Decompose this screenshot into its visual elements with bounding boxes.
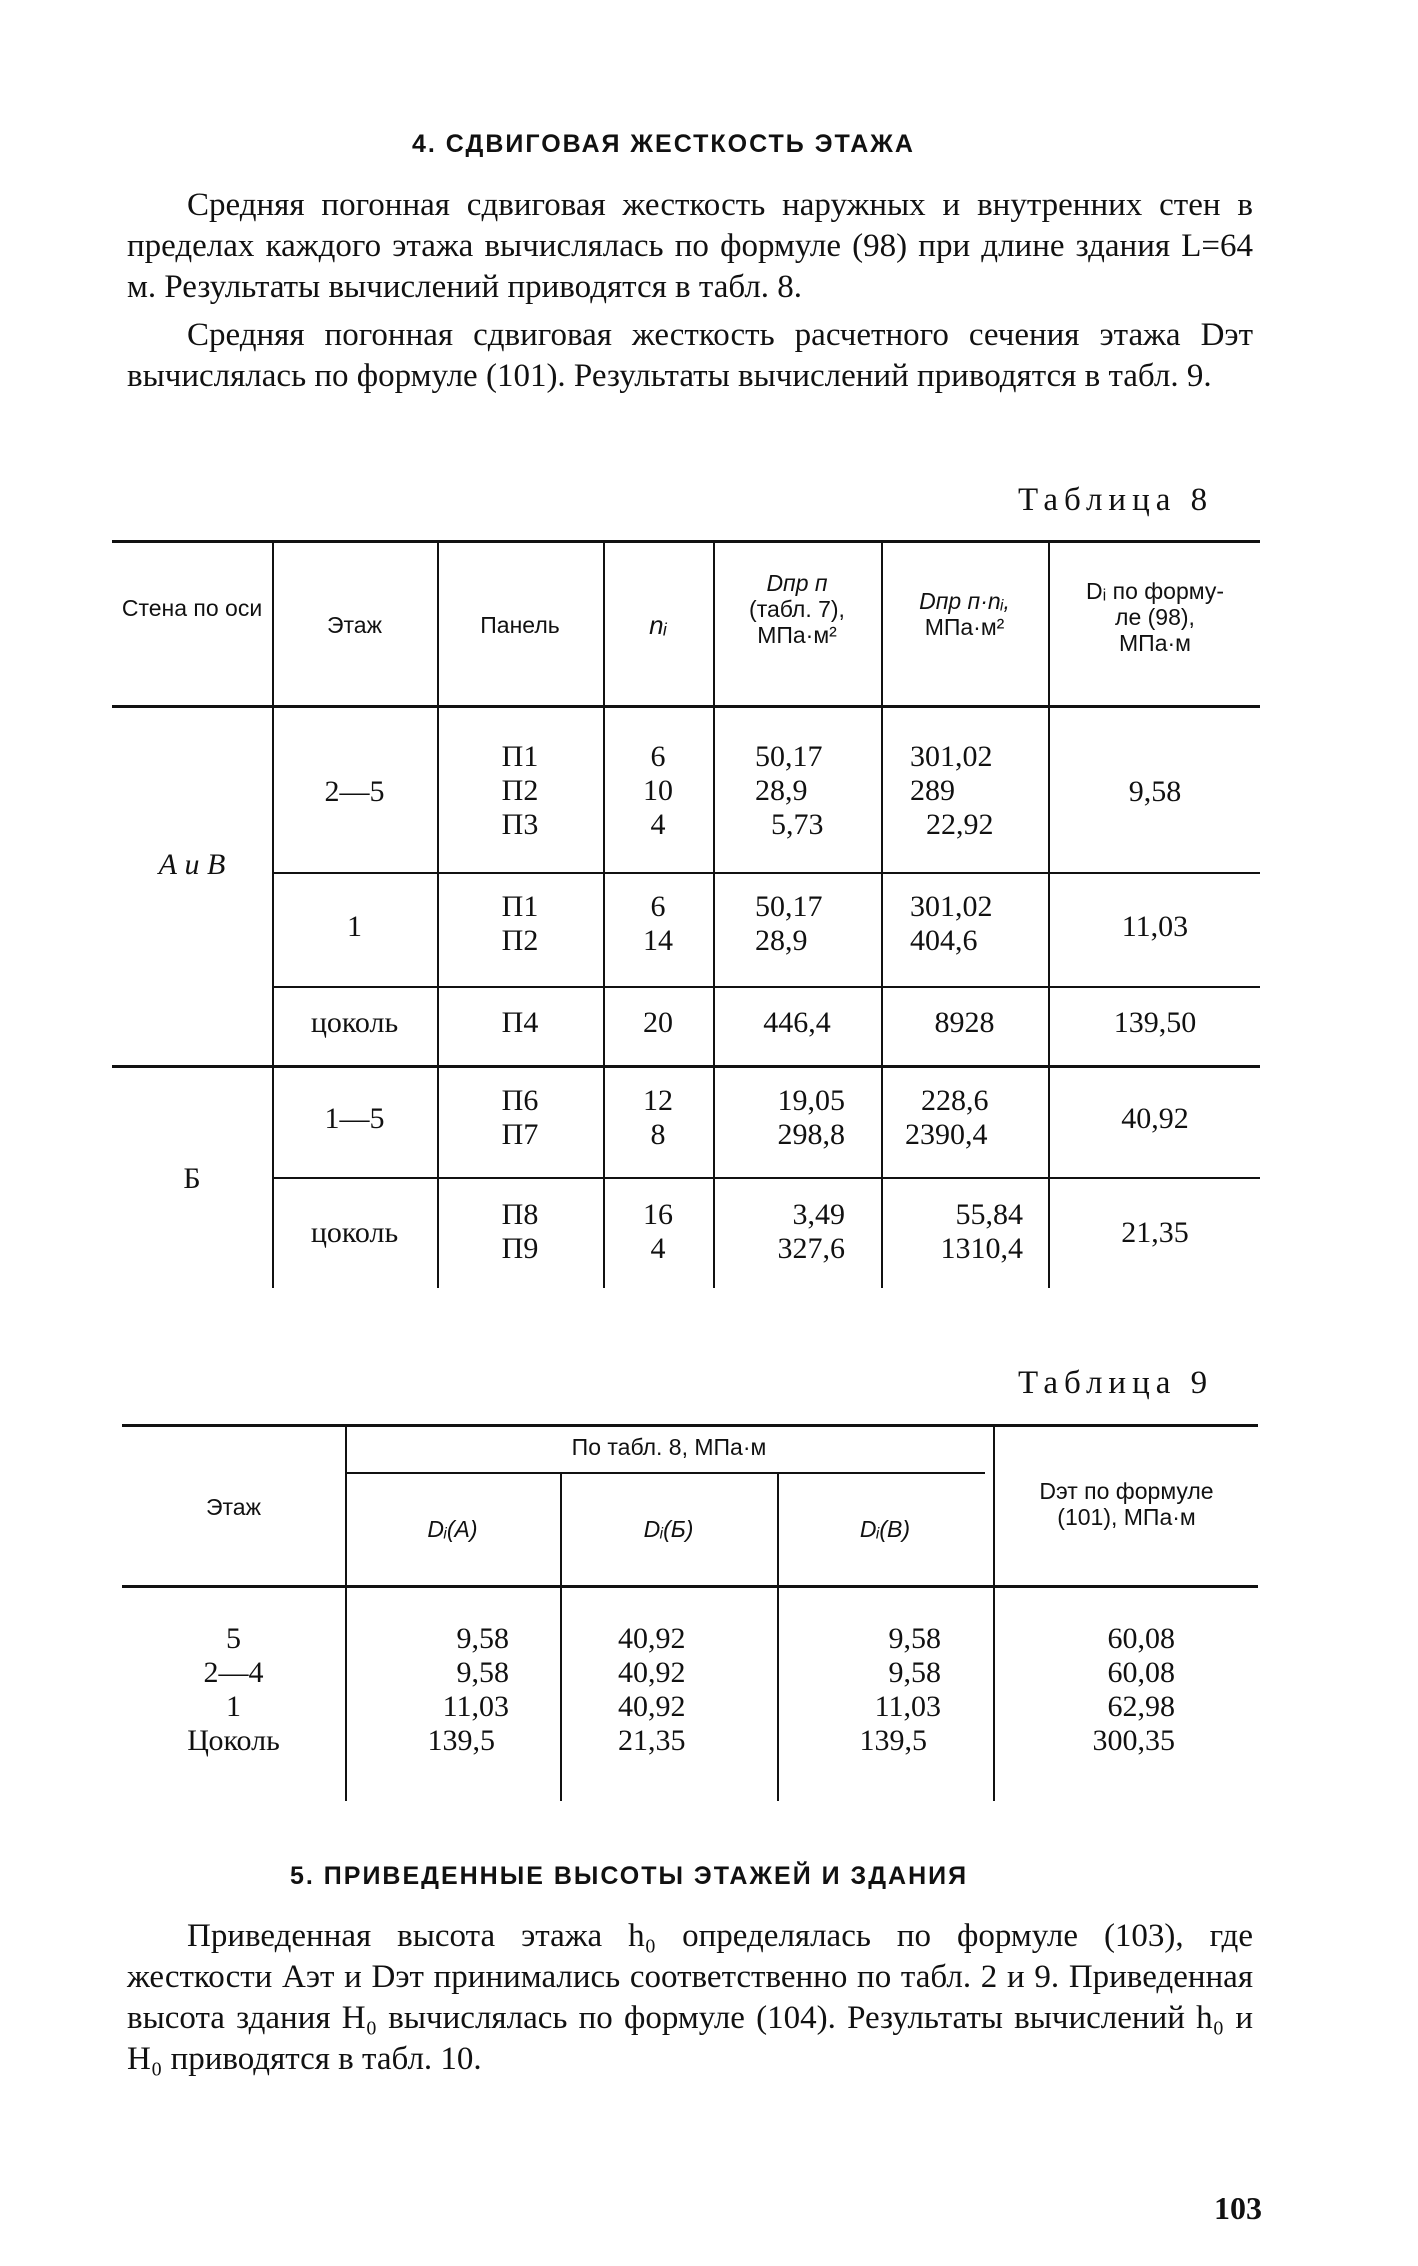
table-8-row-rule	[272, 986, 1260, 988]
table-8-n-values: 6 14	[643, 890, 673, 957]
table-8-col-rule	[881, 542, 883, 1288]
table-9-top-rule	[122, 1424, 1258, 1427]
table-8-header-rule	[112, 705, 1260, 708]
table-9-dv-column: 9,58 9,58 11,03 139,5	[859, 1622, 941, 1757]
table-8-header-wall: Стена по оси	[121, 595, 263, 621]
table-8-dpr-values: 50,17 28,9	[755, 890, 823, 957]
table-9-det-column: 60,08 60,08 62,98 300,35	[1092, 1622, 1175, 1757]
table-9-header-det: Dэт по формуле (101), МПа·м	[1039, 1478, 1214, 1530]
table-8-caption: Таблица 8	[1018, 482, 1214, 518]
table-8-di-value: 21,35	[1121, 1216, 1189, 1249]
table-9-floor-column: 5 2—4 1 Цоколь	[187, 1622, 280, 1757]
table-8-dprn-values: 301,02 289 22,92	[910, 740, 994, 841]
table-8-top-rule	[112, 540, 1260, 543]
table-9-group-rule	[345, 1472, 985, 1474]
table-9-header-rule	[122, 1585, 1258, 1588]
table-8-header-di: Dᵢ по форму- ле (98), МПа·м	[1086, 578, 1224, 656]
table-8-di-value: 11,03	[1121, 910, 1189, 943]
table-9-header-floor: Этаж	[206, 1494, 261, 1520]
table-8-floor: 1	[347, 910, 362, 943]
table-9-header-dv: Dᵢ(В)	[859, 1516, 911, 1542]
table-8-panels: П6 П7	[501, 1084, 539, 1151]
table-8-col-rule	[713, 542, 715, 1288]
table-8-panels: П1 П2 П3	[501, 740, 539, 841]
table-9-header-group: По табл. 8, МПа·м	[571, 1434, 767, 1460]
page-number: 103	[1214, 2190, 1262, 2226]
table-8-n-values: 16 4	[643, 1198, 673, 1265]
table-9-header-da: Dᵢ(А)	[427, 1516, 478, 1542]
section-4-paragraph-1: Средняя погонная сдвиговая жесткость наружных и внутренних стен в пределах каждого этажа вычислялась по формуле (98) при длине здания L=64 м. Результаты вычислений приводятся в табл. 8.	[127, 187, 1253, 305]
table-8-header-floor: Этаж	[327, 612, 382, 638]
table-8-row-rule	[272, 1177, 1260, 1179]
section-5-paragraph-1: Приведенная высота этажа h₀ определялась по формуле (103), где жесткости Aэт и Dэт принимались соответственно по табл. 2 и 9. Приведенная высота здания H₀ вычислялась по формуле (104). Результаты вычислений h₀ и H₀ приводятся в табл. 10.	[127, 1918, 1253, 2077]
section-4-heading: 4. СДВИГОВАЯ ЖЕСТКОСТЬ ЭТАЖА	[412, 130, 915, 158]
table-8-dpr-values: 3,49 327,6	[777, 1198, 845, 1265]
table-8-dprn-values: 55,84 1310,4	[940, 1198, 1023, 1265]
table-8-dprn-values: 301,02 404,6	[910, 890, 993, 957]
table-8-dpr-values: 50,17 28,9 5,73	[755, 740, 824, 841]
table-8-group-rule	[112, 1065, 1260, 1068]
table-8-floor: цоколь	[310, 1006, 399, 1039]
table-8-header-dprn: Dпр п·nᵢ, МПа·м²	[919, 588, 1010, 640]
table-8-di-value: 9,58	[1128, 775, 1182, 808]
table-8-panels: П1 П2	[501, 890, 539, 957]
table-8-floor: 2—5	[324, 775, 385, 808]
table-9-header-db: Dᵢ(Б)	[643, 1516, 694, 1542]
table-9-caption: Таблица 9	[1018, 1365, 1214, 1401]
table-8-floor: 1—5	[324, 1102, 385, 1135]
table-8-dpr-values: 19,05 298,8	[777, 1084, 845, 1151]
table-8-header-panel: Панель	[480, 612, 560, 638]
table-8-panels: П8 П9	[501, 1198, 539, 1265]
table-8-di-value: 40,92	[1121, 1102, 1189, 1135]
table-8-dprn-values: 8928	[934, 1006, 995, 1039]
table-8-floor: цоколь	[310, 1216, 399, 1249]
table-8-panels: П4	[501, 1006, 539, 1039]
table-8-n-values: 20	[643, 1006, 673, 1039]
table-8-dpr-values: 446,4	[763, 1006, 831, 1039]
table-8-dprn-values: 228,6 2390,4	[905, 1084, 989, 1151]
table-9-db-column: 40,92 40,92 40,92 21,35	[618, 1622, 686, 1757]
section-4-paragraph-2: Средняя погонная сдвиговая жесткость расчетного сечения этажа Dэт вычислялась по формуле (101). Результаты вычислений приводятся в табл. 9.	[127, 317, 1253, 394]
table-8-n-values: 6 10 4	[643, 740, 673, 841]
section-5-heading: 5. ПРИВЕДЕННЫЕ ВЫСОТЫ ЭТАЖЕЙ И ЗДАНИЯ	[290, 1862, 969, 1890]
table-9-da-column: 9,58 9,58 11,03 139,5	[427, 1622, 509, 1757]
table-8-wall-label: Б	[183, 1162, 201, 1195]
table-8-di-value: 139,50	[1113, 1006, 1197, 1039]
table-8-n-values: 12 8	[643, 1084, 673, 1151]
table-8-header-n: nᵢ	[649, 610, 667, 640]
table-8-row-rule	[272, 872, 1260, 874]
table-8-wall-label: А и В	[158, 848, 226, 881]
table-8-header-dpr: Dпр п (табл. 7), МПа·м²	[749, 570, 845, 648]
